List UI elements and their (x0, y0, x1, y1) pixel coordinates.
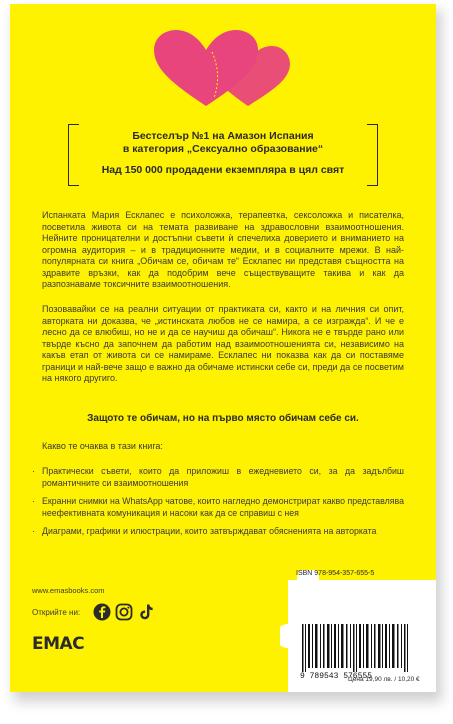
list-item (32, 466, 404, 489)
bestseller-box (68, 124, 378, 184)
bestseller-line: Бестселър №1 на Амазон Испания (132, 130, 314, 142)
category-line: в категория „Сексуално образование“ (122, 143, 324, 155)
barcode-puzzle-panel (280, 570, 436, 692)
list-item (32, 526, 404, 538)
list-item-text: Диаграми, графики и илюстрации, които затвърждават обясненията на авторката (42, 526, 377, 536)
list-item-text: Екранни снимки на WhatsApp чатове, които нагледно демонстрират какво представлява неефективната комуникация и насоки как да се справиш с нея (42, 496, 404, 518)
hearts-illustration (148, 26, 298, 108)
copies-sold-line: Над 150 000 продадени екземпляра в цял свят (101, 164, 345, 176)
publisher-logo: EMAC (32, 634, 85, 654)
bullet-mark: · (32, 496, 35, 506)
book-contents-intro: Какво те очаква в тази книга: (42, 441, 163, 451)
list-item (32, 496, 404, 519)
price-label: Цена 19,90 лв. / 10,20 € (348, 676, 420, 683)
website-link[interactable]: www.emasbooks.com (32, 586, 105, 595)
contents-list (32, 466, 404, 545)
bullet-mark: · (32, 466, 35, 476)
discover-label: Открийте ни: (32, 608, 81, 617)
tagline: Защото те обичам, но на първо място обичам себе си. (87, 413, 359, 424)
bullet-mark: · (32, 526, 35, 536)
author-paragraph: Испанката Мария Есклапес е психоложка, терапевтка, сексоложка и писателка, посветила живота си на темата развиване на здравословни взаимоотношения. Нейните проницателни и достъпни съвети ѝ спечелиха доверието и вниманието на огромна аудитория – и в традиционните медии, и в социалните мрежи. В най-популярната си книга „Обичам се, обичам те“ Есклапес ни представя същността на здравите връзки, как да подобрим вече съществуващите такива и как да разпознаваме токсичните взаимоотношения. (42, 210, 404, 289)
isbn-label: ISBN 978-954-357-655-5 (296, 570, 375, 577)
barcode-digits: 9 789543 576555 (300, 672, 373, 681)
list-item-text: Практически съвети, които да приложиш в ежедневието си, за да задълбиш романтичните си взаимоотношения (42, 466, 404, 488)
facebook-icon[interactable] (92, 602, 112, 622)
tiktok-icon[interactable] (136, 602, 156, 622)
instagram-icon[interactable] (114, 602, 134, 622)
book-description-paragraph: Позовавайки се на реални ситуации от практиката си, както и на личния си опит, авторката ни доказва, че „истинската любов не се намира, а се изгражда“. И че е лесно да се влюбиш, но не и да се научиш да обичаш“. Никога не е твърде рано или твърде късно да започнем да работим над взаимоотношенията си, независимо на какъв етап от живота си се намираме. Есклапес ни показва как да си поставяме граници и най-вече защо е важно да обичаме истински себе си, преди да се посветим на някого другиго. (42, 304, 404, 383)
book-back-cover (10, 4, 436, 692)
